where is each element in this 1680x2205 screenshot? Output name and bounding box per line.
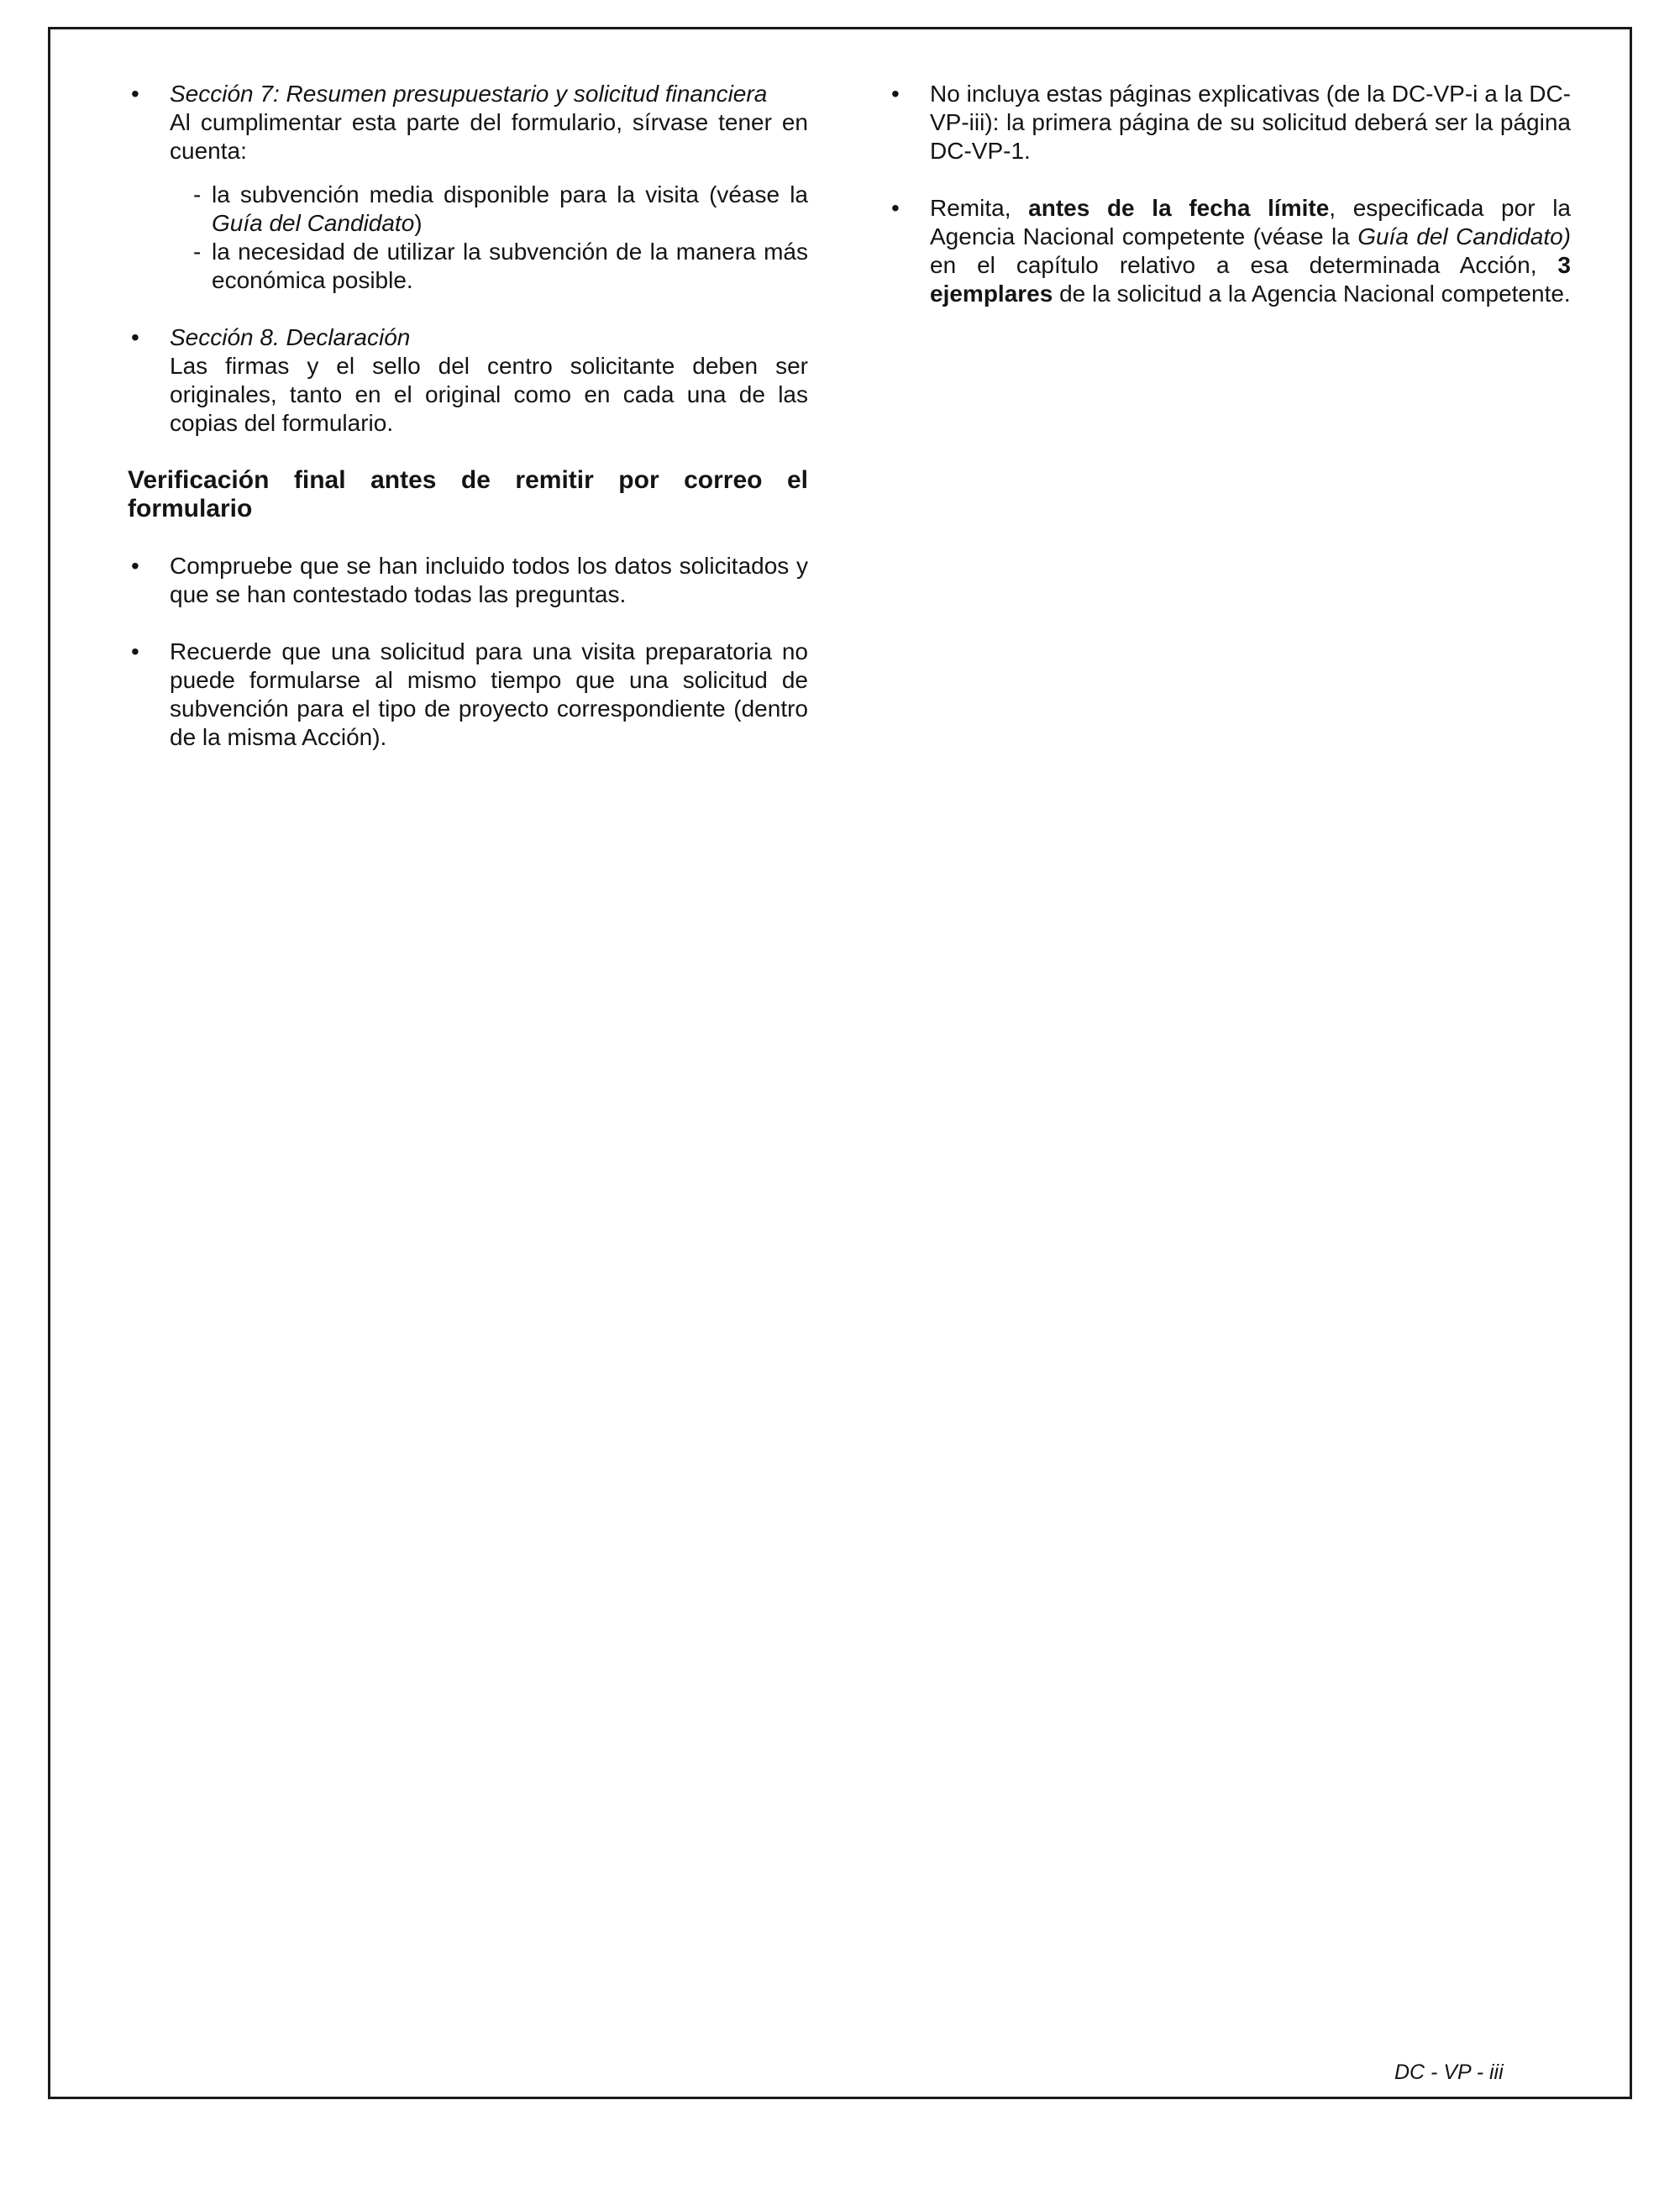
bullet: • — [891, 81, 900, 107]
bullet: • — [131, 324, 139, 350]
final-check-heading: Verificación final antes de remitir por correo el formulario — [128, 466, 808, 522]
bullet: • — [131, 553, 139, 579]
dash: - — [193, 239, 202, 265]
right-column — [891, 80, 1571, 337]
bullet: • — [891, 195, 900, 221]
bullet: • — [131, 638, 139, 664]
section-7-intro: Al cumplimentar esta parte del formulario, sírvase tener en cuenta: — [170, 109, 808, 164]
check-item-1: • Compruebe que se han incluido todos los datos solicitados y que se han contestado todas las preguntas. — [131, 553, 808, 607]
check-item-2: • Recuerde que una solicitud para una visita preparatoria no puede formularse al mismo tiempo que una solicitud de subvención para el tipo de proyecto correspondiente (dentro de la misma Acción). — [131, 638, 808, 750]
left-column — [128, 80, 808, 780]
section-7-point-2: - la necesidad de utilizar la subvención de la manera más económica posible. — [193, 239, 808, 293]
dash: - — [193, 181, 202, 207]
section-7-point-1: - la subvención media disponible para la visita (véase la Guía del Candidato) — [193, 181, 808, 236]
section-8-item — [131, 323, 808, 438]
section-8-text: Las firmas y el sello del centro solicitante deben ser originales, tanto en el original como en cada una de las copias del formulario. — [170, 353, 808, 436]
page-footer: DC - VP - iii — [1394, 2061, 1504, 2084]
bullet: • — [131, 81, 139, 107]
exclude-pages-item: • No incluya estas páginas explicativas (de la DC-VP-i a la DC-VP-iii): la primera página de su solicitud deberá ser la página DC-VP-1. — [891, 81, 1571, 164]
section-7-item — [131, 80, 808, 295]
section-7-title: Sección 7: Resumen presupuestario y solicitud financiera — [170, 81, 768, 107]
submit-item: • Remita, antes de la fecha límite, especificada por la Agencia Nacional competente (véase la Guía del Candidato) en el capítulo relativo a esa determinada Acción, 3 ejemplares de la solicitud a la Agencia Nacional competente. — [891, 195, 1571, 307]
section-8-title: Sección 8. Declaración — [170, 324, 411, 350]
